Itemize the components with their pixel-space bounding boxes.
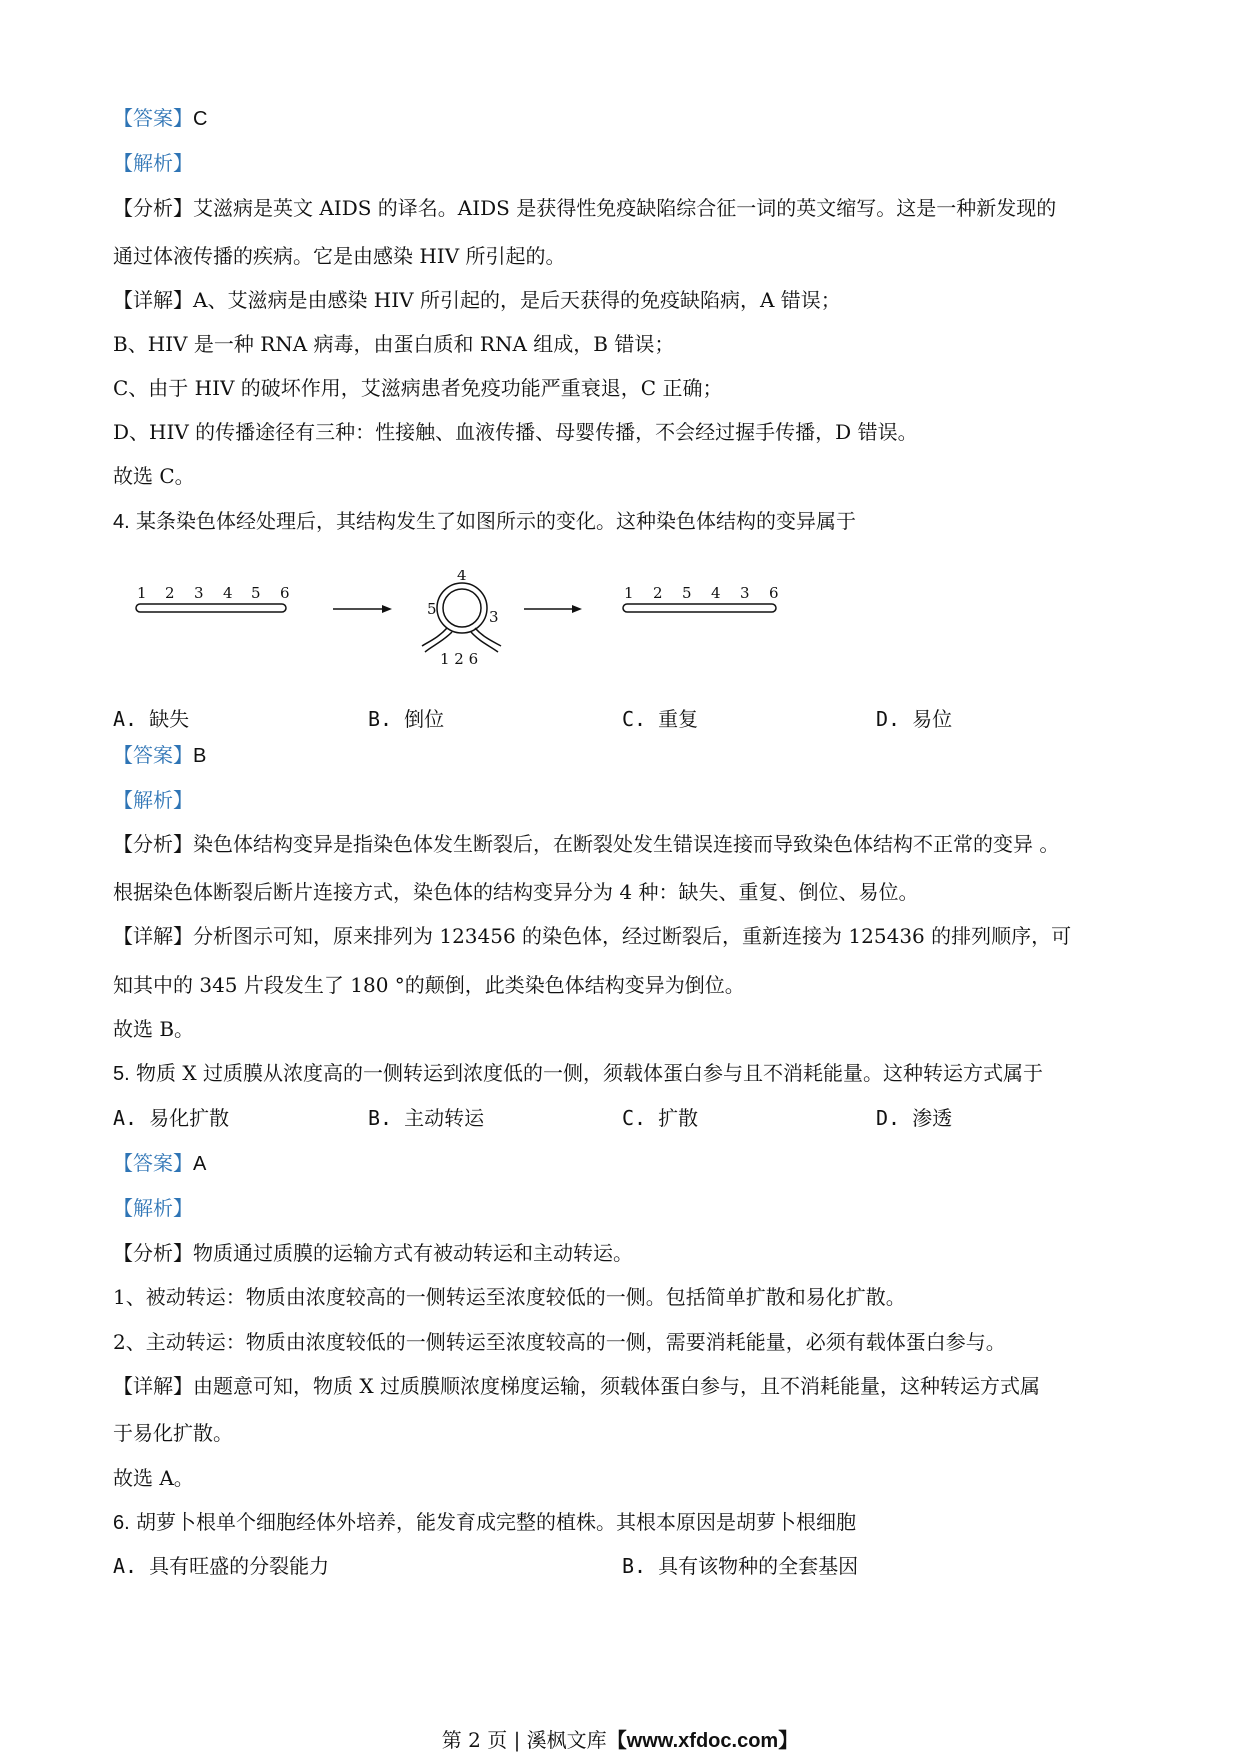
- question-text: 某条染色体经处理后，其结构发生了如图所示的变化。这种染色体结构的变异属于: [129, 509, 857, 533]
- question-number: 6.: [113, 1512, 130, 1534]
- q4-fenxi-line-2: 根据染色体断裂后断片连接方式，染色体的结构变异分为 4 种：缺失、重复、倒位、易位。: [113, 880, 919, 904]
- question-text: 胡萝卜根单个细胞经体外培养，能发育成完整的植株。其根本原因是胡萝卜根细胞: [129, 1510, 857, 1534]
- detail-tag: 【详解】: [113, 288, 193, 312]
- q5-point-2: 2、主动转运：物质由浓度较低的一侧转运至浓度较高的一侧，需要消耗能量，必须有载体蛋白参与。: [113, 1330, 1006, 1354]
- q3-answer-line: [113, 105, 207, 132]
- q5-fenxi-line: [113, 1240, 633, 1266]
- q5-detail-line-1: [113, 1373, 1040, 1399]
- answer-tag: 【答案】: [113, 743, 193, 767]
- chromosome-before: [136, 584, 290, 612]
- fenxi-text: 染色体结构变异是指染色体发生断裂后，在断裂处发生错误连接而导致染色体结构不正常的变异 。: [193, 832, 1060, 856]
- q4-analysis-tag: 【解析】: [113, 788, 193, 812]
- answer-value: C: [193, 108, 208, 130]
- gene-label: 6: [769, 584, 779, 602]
- gene-label: 4: [711, 584, 721, 602]
- q6-option-a: A. 具有旺盛的分裂能力: [113, 1554, 330, 1578]
- arrow-icon: [333, 605, 392, 613]
- loop-label-right: 3: [489, 608, 499, 626]
- detail-tag: 【详解】: [113, 924, 193, 948]
- q5-option-b: B. 主动转运: [368, 1106, 485, 1130]
- footer-site-link[interactable]: 【www.xfdoc.com】: [606, 1730, 799, 1752]
- gene-label: 2: [165, 584, 175, 602]
- gene-label: 5: [682, 584, 692, 602]
- fenxi-tag: 【分析】: [113, 1241, 193, 1265]
- q3-detail-line-2: B、HIV 是一种 RNA 病毒，由蛋白质和 RNA 组成，B 错误；: [113, 332, 675, 356]
- gene-label: 1: [624, 584, 634, 602]
- q4-option-d: D. 易位: [876, 707, 953, 731]
- fenxi-tag: 【分析】: [113, 832, 193, 856]
- fenxi-text: 物质通过质膜的运输方式有被动转运和主动转运。: [193, 1241, 633, 1265]
- q4-choose: 故选 B。: [113, 1017, 195, 1041]
- detail-text: A、艾滋病是由感染 HIV 所引起的，是后天获得的免疫缺陷病，A 错误；: [193, 288, 841, 312]
- gene-label: 5: [251, 584, 261, 602]
- q3-detail-line-1: [113, 287, 841, 313]
- gene-label: 3: [740, 584, 750, 602]
- detail-text: 分析图示可知，原来排列为 123456 的染色体，经过断裂后，重新连接为 125436 的排列顺序，可: [193, 924, 1072, 948]
- chromosome-bar: [136, 604, 286, 612]
- answer-tag: 【答案】: [113, 106, 193, 130]
- q6-stem: [113, 1509, 856, 1536]
- loop-label-bottom: 1 2 6: [440, 650, 479, 668]
- q4-detail-line-1: [113, 923, 1071, 949]
- chromosome-loop: [422, 570, 501, 668]
- q5-option-a: A. 易化扩散: [113, 1106, 230, 1130]
- footer-page: 第 2 页 | 溪枫文库: [441, 1728, 607, 1752]
- page-footer: [0, 1727, 1240, 1754]
- q4-stem: [113, 508, 856, 535]
- q3-fenxi-line-2: 通过体液传播的疾病。它是由感染 HIV 所引起的。: [113, 244, 566, 268]
- detail-tag: 【详解】: [113, 1374, 193, 1398]
- arrow-icon: [524, 605, 582, 613]
- answer-value: A: [193, 1153, 207, 1175]
- chromosome-bar: [623, 604, 776, 612]
- question-number: 5.: [113, 1063, 130, 1085]
- q4-option-a: A. 缺失: [113, 707, 190, 731]
- q5-detail-line-2: 于易化扩散。: [113, 1421, 233, 1445]
- q5-stem: [113, 1060, 1043, 1087]
- q4-detail-line-2: 知其中的 345 片段发生了 180 °的颠倒，此类染色体结构变异为倒位。: [113, 973, 745, 997]
- q3-detail-line-4: D、HIV 的传播途径有三种：性接触、血液传播、母婴传播，不会经过握手传播，D 错误。: [113, 420, 918, 444]
- answer-tag: 【答案】: [113, 1151, 193, 1175]
- gene-label: 4: [223, 584, 233, 602]
- loop-label-left: 5: [427, 600, 437, 618]
- q3-detail-line-3: C、由于 HIV 的破坏作用，艾滋病患者免疫功能严重衰退，C 正确；: [113, 376, 723, 400]
- q5-choose: 故选 A。: [113, 1466, 194, 1490]
- gene-label: 3: [194, 584, 204, 602]
- detail-text: 由题意可知，物质 X 过质膜顺浓度梯度运输，须载体蛋白参与，且不消耗能量，这种转运方式属: [193, 1374, 1040, 1398]
- q5-option-c: C. 扩散: [622, 1106, 699, 1130]
- q6-option-b: B. 具有该物种的全套基因: [622, 1554, 859, 1578]
- answer-value: B: [193, 745, 207, 767]
- question-text: 物质 X 过质膜从浓度高的一侧转运到浓度低的一侧，须载体蛋白参与且不消耗能量。这种转运方式属于: [129, 1061, 1043, 1085]
- loop-label-top: 4: [457, 570, 467, 584]
- q5-answer-line: [113, 1150, 206, 1177]
- q4-option-b: B. 倒位: [368, 707, 445, 731]
- chromosome-inversion-diagram: [120, 570, 800, 670]
- fenxi-text: 艾滋病是英文 AIDS 的译名。AIDS 是获得性免疫缺陷综合征一词的英文缩写。这是一种新发现的: [193, 196, 1057, 220]
- gene-label: 2: [653, 584, 663, 602]
- gene-label: 6: [280, 584, 290, 602]
- chromosome-after: [623, 584, 779, 612]
- gene-label: 1: [137, 584, 147, 602]
- q3-fenxi-line-1: [113, 195, 1056, 221]
- q4-fenxi-line-1: [113, 831, 1059, 857]
- q4-option-c: C. 重复: [622, 707, 699, 731]
- q3-analysis-tag: 【解析】: [113, 151, 193, 175]
- question-number: 4.: [113, 511, 130, 533]
- q5-point-1: 1、被动转运：物质由浓度较高的一侧转运至浓度较低的一侧。包括简单扩散和易化扩散。: [113, 1285, 906, 1309]
- q5-option-d: D. 渗透: [876, 1106, 953, 1130]
- q5-analysis-tag: 【解析】: [113, 1196, 193, 1220]
- q3-choose: 故选 C。: [113, 464, 195, 488]
- fenxi-tag: 【分析】: [113, 196, 193, 220]
- q4-answer-line: [113, 742, 206, 769]
